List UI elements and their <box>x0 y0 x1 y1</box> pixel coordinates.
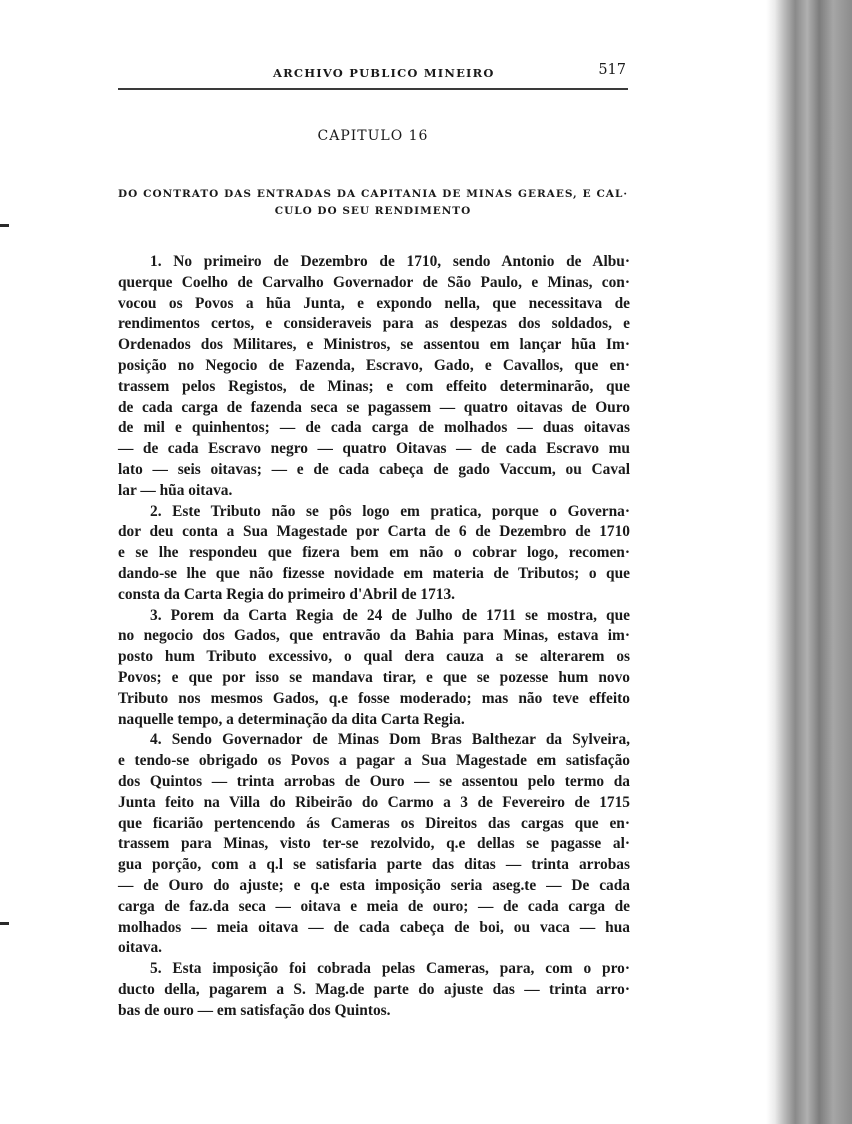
paragraph-4 <box>118 730 630 959</box>
text-line: dando-se lhe que não fizesse novidade em materia de Tributos; o que <box>118 564 630 582</box>
text-line: dos Quintos — trinta arrobas de Ouro — se assentou pelo termo da <box>118 772 630 790</box>
margin-mark <box>0 224 9 227</box>
text-line: — de cada Escravo negro — quatro Oitavas — de cada Escravo mu <box>118 440 630 458</box>
text-line: ducto della, pagarem a S. Mag.de parte do ajuste das — trinta arro· <box>118 980 630 998</box>
text-line: 5. Esta imposição foi cobrada pelas Cameras, para, com o pro· <box>150 960 630 978</box>
subtitle-line: CULO DO SEU RENDIMENTO <box>274 205 472 217</box>
text-line: molhados — meia oitava — de cada cabeça de boi, ou vaca — hua <box>118 918 630 936</box>
text-line: rendimentos certos, e consideraveis para as despezas dos soldados, e <box>118 315 630 333</box>
text-line: vocou os Povos a hũa Junta, e expondo nella, que necessitava de <box>118 294 630 312</box>
text-line: e tendo-se obrigado os Povos a pagar a Sua Magestade em satisfação <box>118 752 630 770</box>
text-line: Junta feito na Villa do Ribeirão do Carmo a 3 de Fevereiro de 1715 <box>118 793 630 811</box>
text-line: Povos; e que por isso se mandava tirar, e que se pozesse hum novo <box>118 668 630 686</box>
text-line: — de Ouro do ajuste; e q.e esta imposição seria aseg.te — De cada <box>118 876 630 894</box>
text-line: bas de ouro — em satisfação dos Quintos. <box>118 1001 391 1019</box>
text-line: 4. Sendo Governador de Minas Dom Bras Balthezar da Sylveira, <box>150 731 630 749</box>
text-line: carga de faz.da seca — oitava e meia de ouro; — de cada carga de <box>118 897 630 915</box>
text-line: de mil e quinhentos; — de cada carga de molhados — duas oitavas <box>118 419 630 437</box>
subtitle-line: DO CONTRATO DAS ENTRADAS DA CAPITANIA DE MINAS GERAES, E CAL· <box>118 188 628 200</box>
page-number: 517 <box>598 62 626 78</box>
body-text <box>118 252 630 1021</box>
text-line: trassem pelos Registos, de Minas; e com effeito determinarão, que <box>118 377 630 395</box>
chapter-heading: CAPITULO 16 <box>317 128 429 144</box>
paragraph-5 <box>118 959 630 1021</box>
text-line: 2. Este Tributo não se pôs logo em pratica, porque o Governa· <box>150 502 630 520</box>
text-line: 3. Porem da Carta Regia de 24 de Julho de 1711 se mostra, que <box>150 606 630 624</box>
text-line: lato — seis oitavas; — e de cada cabeça de gado Vaccum, ou Caval <box>118 460 630 478</box>
text-line: Ordenados dos Militares, e Ministros, se assentou em lançar hũa Im· <box>118 336 630 354</box>
text-line: que ficarião pertencendo ás Cameras os Direitos das cargas que en· <box>118 814 630 832</box>
text-line: oitava. <box>118 939 163 957</box>
text-line: Tributo nos mesmos Gados, q.e fosse moderado; mas não teve effeito <box>118 689 630 707</box>
paragraph-3 <box>118 606 630 731</box>
text-line: gua porção, com a q.l se satisfaria parte das ditas — trinta arrobas <box>118 856 630 874</box>
text-line: e se lhe respondeu que fizera bem em não o cobrar logo, recomen· <box>118 544 630 562</box>
text-line: consta da Carta Regia do primeiro d'Abril de 1713. <box>118 585 456 603</box>
text-line: posição no Negocio de Fazenda, Escravo, Gado, e Cavallos, que en· <box>118 356 630 374</box>
margin-mark <box>0 922 9 925</box>
text-line: naquelle tempo, a determinação da dita Carta Regia. <box>118 710 465 728</box>
text-line: posto hum Tributo excessivo, o qual dera cauza a se alterarem os <box>118 648 630 666</box>
paragraph-1 <box>118 252 630 502</box>
text-line: trassem para Minas, visto ter-se rezolvido, q.e dellas se pagasse al· <box>118 835 630 853</box>
chapter-subtitle <box>118 186 628 220</box>
text-line: dor deu conta a Sua Magestade por Carta de 6 de Dezembro de 1710 <box>118 523 630 541</box>
text-line: no negocio dos Gados, que entravão da Bahia para Minas, estava im· <box>118 627 630 645</box>
text-line: 1. No primeiro de Dezembro de 1710, sendo Antonio de Albu· <box>150 253 630 270</box>
book-spine-shadow <box>766 0 852 1124</box>
text-line: de cada carga de fazenda seca se pagassem — quatro oitavas de Ouro <box>118 398 630 416</box>
text-line: lar — hũa oitava. <box>118 481 233 499</box>
text-line: querque Coelho de Carvalho Governador de São Paulo, e Minas, con· <box>118 273 630 291</box>
running-title: ARCHIVO PUBLICO MINEIRO <box>273 66 495 80</box>
paragraph-2 <box>118 502 630 606</box>
running-header <box>118 60 628 90</box>
